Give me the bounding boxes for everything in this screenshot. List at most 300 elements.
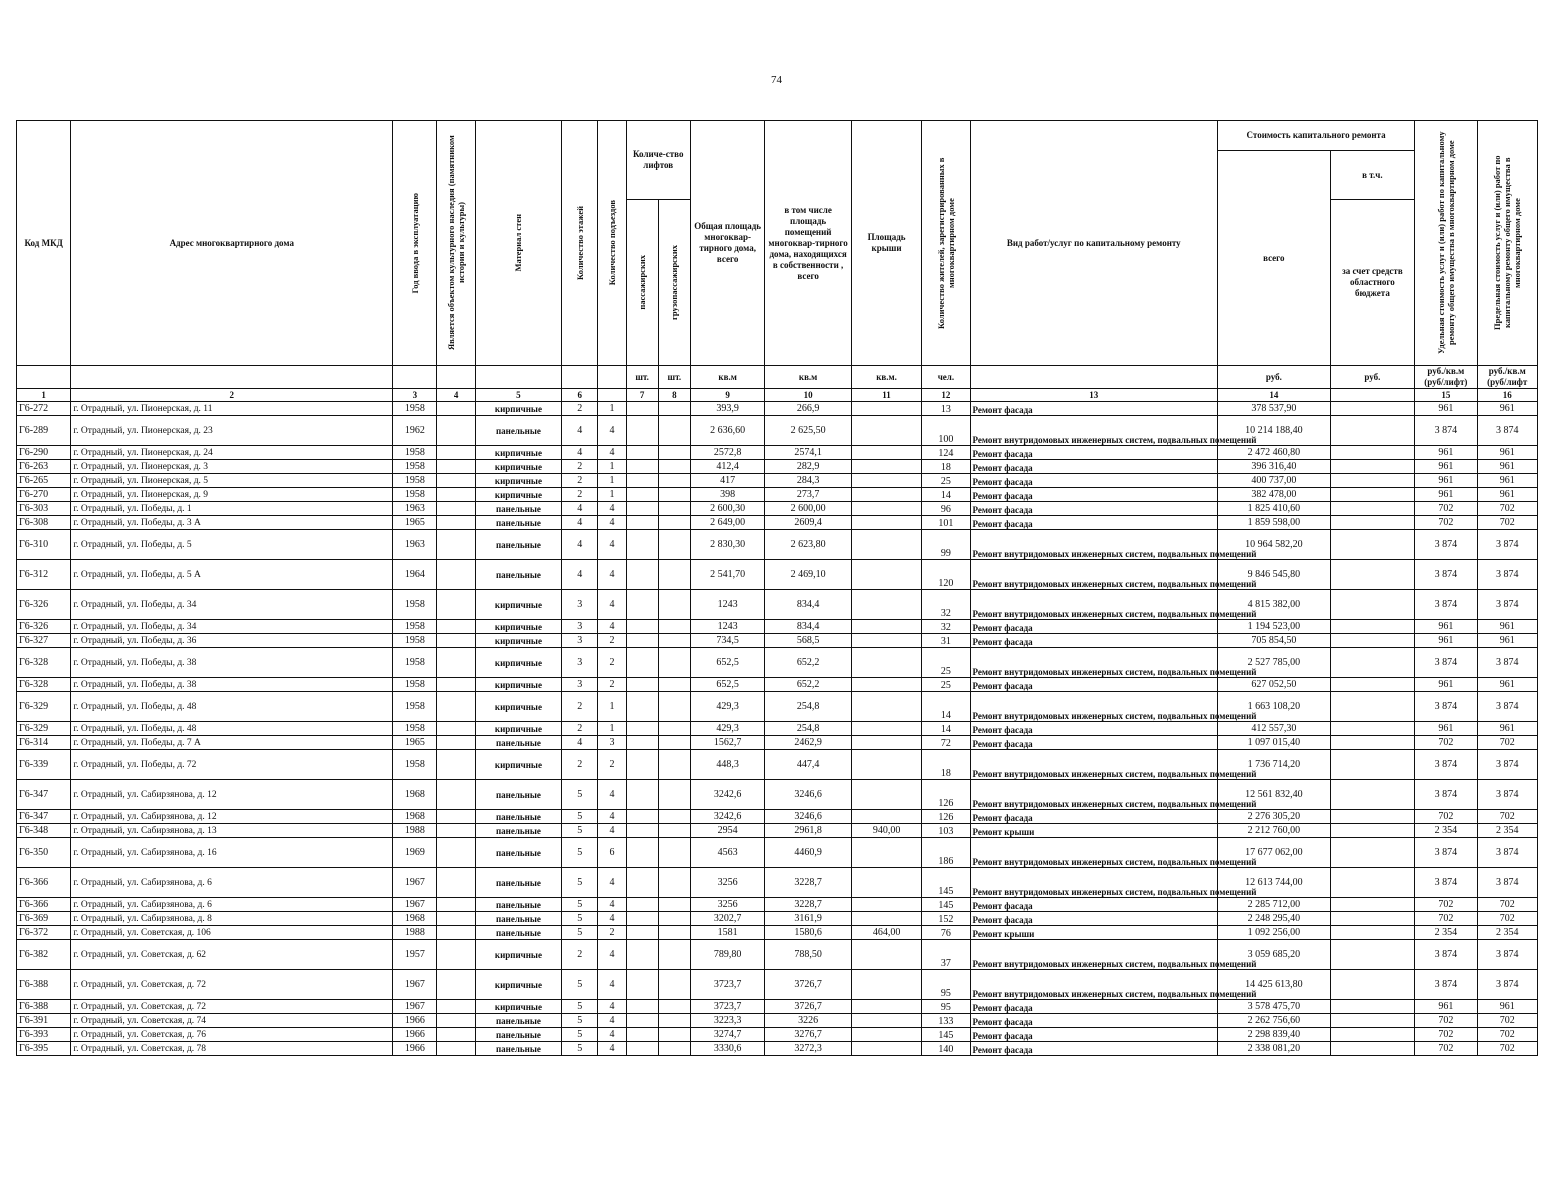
cell-year: 1963 <box>393 530 437 560</box>
cell-year: 1967 <box>393 898 437 912</box>
cell-work-type: Ремонт крыши <box>970 824 1217 838</box>
cell-max-cost: 961 <box>1477 678 1538 692</box>
table-row <box>17 416 1538 446</box>
cell-unit-cost: 961 <box>1415 474 1477 488</box>
cell-year: 1967 <box>393 868 437 898</box>
table-row <box>17 940 1538 970</box>
cell-floors: 3 <box>562 648 598 678</box>
cell-cost-regional <box>1330 824 1414 838</box>
cell-cost-total: 3 578 475,70 <box>1218 1000 1331 1014</box>
cell-roof-area <box>851 940 921 970</box>
cell-roof-area <box>851 868 921 898</box>
cell-roof-area <box>851 634 921 648</box>
cell-total-area: 1562,7 <box>690 736 764 750</box>
cell-total-area: 652,5 <box>690 678 764 692</box>
cell-unit-cost: 3 874 <box>1415 692 1477 722</box>
cell-unit-cost: 961 <box>1415 402 1477 416</box>
cell-year: 1968 <box>393 912 437 926</box>
cell-floors: 4 <box>562 560 598 590</box>
cell-cost-total: 4 815 382,00 <box>1218 590 1331 620</box>
cell-cost-total: 2 262 756,60 <box>1218 1014 1331 1028</box>
cell-cost-regional <box>1330 898 1414 912</box>
cell-work-type: Ремонт фасада <box>970 1014 1217 1028</box>
cell-address: г. Отрадный, ул. Пионерская, д. 23 <box>71 416 393 446</box>
cell-wall-material: кирпичные <box>475 678 562 692</box>
cell-total-area: 3242,6 <box>690 810 764 824</box>
cell-entrances: 4 <box>598 516 626 530</box>
cell-max-cost: 961 <box>1477 474 1538 488</box>
cell-entrances: 4 <box>598 416 626 446</box>
cell-heritage <box>437 824 475 838</box>
cell-floors: 5 <box>562 1014 598 1028</box>
cell-entrances: 4 <box>598 912 626 926</box>
cell-entrances: 2 <box>598 678 626 692</box>
cell-unit-cost: 961 <box>1415 460 1477 474</box>
cell-heritage <box>437 460 475 474</box>
cell-heritage <box>437 1014 475 1028</box>
cell-total-area: 429,3 <box>690 722 764 736</box>
cell-cost-regional <box>1330 620 1414 634</box>
cell-cost-total: 1 859 598,00 <box>1218 516 1331 530</box>
cell-wall-material: панельные <box>475 926 562 940</box>
cell-residents: 126 <box>922 780 970 810</box>
cell-roof-area <box>851 502 921 516</box>
cell-cost-regional <box>1330 750 1414 780</box>
column-number <box>598 389 626 402</box>
cell-heritage <box>437 474 475 488</box>
cell-max-cost: 2 354 <box>1477 824 1538 838</box>
cell-entrances: 4 <box>598 940 626 970</box>
cell-max-cost: 702 <box>1477 1028 1538 1042</box>
cell-unit-cost: 3 874 <box>1415 838 1477 868</box>
table-row <box>17 1014 1538 1028</box>
cell-residents: 133 <box>922 1014 970 1028</box>
column-number: 2 <box>71 389 393 402</box>
cell-total-area: 789,80 <box>690 940 764 970</box>
cell-work-type: Ремонт фасада <box>970 1000 1217 1014</box>
cell-roof-area <box>851 560 921 590</box>
cell-code: Г6-290 <box>17 446 71 460</box>
cell-cost-total: 2 338 081,20 <box>1218 1042 1331 1056</box>
cell-cost-total: 382 478,00 <box>1218 488 1331 502</box>
cell-residents: 145 <box>922 1028 970 1042</box>
cell-floors: 3 <box>562 678 598 692</box>
cell-residents: 18 <box>922 750 970 780</box>
cell-owned-area: 273,7 <box>765 488 852 502</box>
cell-total-area: 3242,6 <box>690 780 764 810</box>
cell-residents: 72 <box>922 736 970 750</box>
cell-residents: 95 <box>922 970 970 1000</box>
cell-roof-area <box>851 488 921 502</box>
cell-year: 1965 <box>393 516 437 530</box>
cell-code: Г6-329 <box>17 722 71 736</box>
cell-lifts-freight <box>658 648 690 678</box>
unit-rate: руб./кв.м (руб/лифт) <box>1415 366 1477 389</box>
cell-residents: 37 <box>922 940 970 970</box>
column-number: 4 <box>437 389 475 402</box>
cell-entrances: 4 <box>598 1042 626 1056</box>
cell-owned-area: 3226 <box>765 1014 852 1028</box>
cell-total-area: 2 830,30 <box>690 530 764 560</box>
cell-total-area: 2 636,60 <box>690 416 764 446</box>
cell-wall-material: панельные <box>475 824 562 838</box>
cell-work-type: Ремонт фасада <box>970 1028 1217 1042</box>
cell-code: Г6-326 <box>17 590 71 620</box>
cell-roof-area <box>851 474 921 488</box>
cell-year: 1968 <box>393 810 437 824</box>
cell-work-type: Ремонт фасада <box>970 912 1217 926</box>
cell-residents: 31 <box>922 634 970 648</box>
cell-lifts-passenger <box>626 824 658 838</box>
cell-floors: 5 <box>562 868 598 898</box>
cell-work-type: Ремонт внутридомовых инженерных систем, подвальных помещений <box>970 940 1217 970</box>
cell-owned-area: 2 625,50 <box>765 416 852 446</box>
cell-address: г. Отрадный, ул. Советская, д. 72 <box>71 970 393 1000</box>
table-row <box>17 1028 1538 1042</box>
cell-entrances: 4 <box>598 1028 626 1042</box>
cell-lifts-freight <box>658 750 690 780</box>
cell-lifts-passenger <box>626 560 658 590</box>
cell-lifts-passenger <box>626 926 658 940</box>
cell-address: г. Отрадный, ул. Победы, д. 48 <box>71 692 393 722</box>
cell-owned-area: 282,9 <box>765 460 852 474</box>
cell-code: Г6-350 <box>17 838 71 868</box>
cell-owned-area: 2609,4 <box>765 516 852 530</box>
cell-heritage <box>437 1000 475 1014</box>
cell-work-type: Ремонт фасада <box>970 460 1217 474</box>
page-number: 74 <box>771 74 782 86</box>
cell-residents: 96 <box>922 502 970 516</box>
cell-cost-total: 400 737,00 <box>1218 474 1331 488</box>
cell-cost-regional <box>1330 446 1414 460</box>
cell-code: Г6-366 <box>17 898 71 912</box>
cell-floors: 5 <box>562 824 598 838</box>
cell-wall-material: панельные <box>475 560 562 590</box>
cell-wall-material: кирпичные <box>475 446 562 460</box>
cell-address: г. Отрадный, ул. Победы, д. 34 <box>71 620 393 634</box>
cell-cost-regional <box>1330 838 1414 868</box>
cell-wall-material: кирпичные <box>475 692 562 722</box>
cell-roof-area <box>851 912 921 926</box>
cell-unit-cost: 961 <box>1415 722 1477 736</box>
cell-year: 1958 <box>393 402 437 416</box>
cell-owned-area: 3161,9 <box>765 912 852 926</box>
cell-floors: 5 <box>562 926 598 940</box>
cell-cost-total: 1 194 523,00 <box>1218 620 1331 634</box>
cell-floors: 5 <box>562 898 598 912</box>
cell-wall-material: панельные <box>475 1014 562 1028</box>
cell-work-type: Ремонт фасада <box>970 898 1217 912</box>
cell-max-cost: 702 <box>1477 898 1538 912</box>
cell-unit-cost: 3 874 <box>1415 648 1477 678</box>
cell-entrances: 1 <box>598 460 626 474</box>
cell-heritage <box>437 416 475 446</box>
cell-max-cost: 3 874 <box>1477 780 1538 810</box>
cell-owned-area: 4460,9 <box>765 838 852 868</box>
column-numbers-row <box>17 389 1538 402</box>
cell-address: г. Отрадный, ул. Победы, д. 38 <box>71 648 393 678</box>
cell-heritage <box>437 502 475 516</box>
unit-people: чел. <box>922 366 970 389</box>
table-row <box>17 722 1538 736</box>
cell-max-cost: 2 354 <box>1477 926 1538 940</box>
cell-floors: 5 <box>562 1028 598 1042</box>
cell-cost-regional <box>1330 940 1414 970</box>
cell-wall-material: панельные <box>475 1028 562 1042</box>
cell-year: 1958 <box>393 460 437 474</box>
cell-work-type: Ремонт внутридомовых инженерных систем, подвальных помещений <box>970 648 1217 678</box>
cell-cost-total: 10 214 188,40 <box>1218 416 1331 446</box>
cell-roof-area <box>851 810 921 824</box>
column-number: 16 <box>1477 389 1538 402</box>
cell-year: 1969 <box>393 838 437 868</box>
cell-owned-area: 2 469,10 <box>765 560 852 590</box>
cell-residents: 100 <box>922 416 970 446</box>
cell-work-type: Ремонт фасада <box>970 810 1217 824</box>
cell-year: 1957 <box>393 940 437 970</box>
cell-lifts-passenger <box>626 620 658 634</box>
cell-wall-material: панельные <box>475 838 562 868</box>
cell-owned-area: 2574,1 <box>765 446 852 460</box>
cell-address: г. Отрадный, ул. Сабирзянова, д. 12 <box>71 780 393 810</box>
cell-max-cost: 702 <box>1477 810 1538 824</box>
cell-lifts-freight <box>658 620 690 634</box>
cell-code: Г6-347 <box>17 810 71 824</box>
cell-cost-regional <box>1330 474 1414 488</box>
cell-owned-area: 3276,7 <box>765 1028 852 1042</box>
header-floors: Количество этажей <box>562 121 598 366</box>
header-work-type: Вид работ/услуг по капитальному ремонту <box>970 121 1217 366</box>
cell-entrances: 3 <box>598 736 626 750</box>
cell-owned-area: 834,4 <box>765 590 852 620</box>
cell-entrances: 6 <box>598 838 626 868</box>
cell-wall-material: кирпичные <box>475 722 562 736</box>
cell-cost-regional <box>1330 780 1414 810</box>
cell-cost-total: 3 059 685,20 <box>1218 940 1331 970</box>
cell-year: 1965 <box>393 736 437 750</box>
cell-year: 1958 <box>393 446 437 460</box>
unit-sqm: кв.м. <box>851 366 921 389</box>
cell-unit-cost: 702 <box>1415 502 1477 516</box>
cell-code: Г6-327 <box>17 634 71 648</box>
cell-floors: 2 <box>562 692 598 722</box>
cell-owned-area: 254,8 <box>765 692 852 722</box>
cell-cost-total: 2 212 760,00 <box>1218 824 1331 838</box>
cell-lifts-freight <box>658 898 690 912</box>
cell-lifts-passenger <box>626 838 658 868</box>
cell-roof-area <box>851 1028 921 1042</box>
cell-residents: 25 <box>922 678 970 692</box>
cell-max-cost: 702 <box>1477 502 1538 516</box>
cell-address: г. Отрадный, ул. Пионерская, д. 24 <box>71 446 393 460</box>
table-row <box>17 460 1538 474</box>
cell-cost-regional <box>1330 970 1414 1000</box>
header-unit-cost: Удельная стоимость услуг и (или) работ по капитальному ремонту общего имущества в многоквартирном доме <box>1415 121 1477 366</box>
cell-roof-area <box>851 446 921 460</box>
cell-work-type: Ремонт фасада <box>970 736 1217 750</box>
cell-lifts-passenger <box>626 1014 658 1028</box>
cell-roof-area <box>851 648 921 678</box>
cell-residents: 18 <box>922 460 970 474</box>
cell-unit-cost: 3 874 <box>1415 750 1477 780</box>
cell-max-cost: 3 874 <box>1477 416 1538 446</box>
cell-year: 1988 <box>393 926 437 940</box>
cell-floors: 5 <box>562 912 598 926</box>
cell-year: 1967 <box>393 970 437 1000</box>
header-cost-group: Стоимость капитального ремонта <box>1218 121 1415 151</box>
cell-residents: 14 <box>922 722 970 736</box>
cell-cost-regional <box>1330 488 1414 502</box>
cell-unit-cost: 2 354 <box>1415 824 1477 838</box>
cell-floors: 2 <box>562 488 598 502</box>
cell-total-area: 3723,7 <box>690 1000 764 1014</box>
cell-cost-regional <box>1330 722 1414 736</box>
table-row <box>17 1042 1538 1056</box>
cell-owned-area: 447,4 <box>765 750 852 780</box>
cell-lifts-passenger <box>626 516 658 530</box>
cell-wall-material: кирпичные <box>475 750 562 780</box>
cell-lifts-freight <box>658 1042 690 1056</box>
cell-wall-material: кирпичные <box>475 634 562 648</box>
cell-heritage <box>437 446 475 460</box>
cell-address: г. Отрадный, ул. Советская, д. 76 <box>71 1028 393 1042</box>
table-row <box>17 750 1538 780</box>
header-address: Адрес многоквартирного дома <box>71 121 393 366</box>
cell-year: 1958 <box>393 474 437 488</box>
column-number: 11 <box>851 389 921 402</box>
cell-max-cost: 961 <box>1477 1000 1538 1014</box>
cell-heritage <box>437 620 475 634</box>
cell-cost-total: 9 846 545,80 <box>1218 560 1331 590</box>
cell-total-area: 412,4 <box>690 460 764 474</box>
cell-work-type: Ремонт фасада <box>970 634 1217 648</box>
cell-year: 1958 <box>393 648 437 678</box>
cell-cost-regional <box>1330 736 1414 750</box>
cell-owned-area: 834,4 <box>765 620 852 634</box>
cell-cost-regional <box>1330 926 1414 940</box>
cell-lifts-freight <box>658 1000 690 1014</box>
cell-cost-regional <box>1330 1028 1414 1042</box>
cell-heritage <box>437 722 475 736</box>
cell-owned-area: 3272,3 <box>765 1042 852 1056</box>
cell-wall-material: кирпичные <box>475 970 562 1000</box>
cell-heritage <box>437 970 475 1000</box>
cell-year: 1958 <box>393 678 437 692</box>
cell-code: Г6-366 <box>17 868 71 898</box>
cell-floors: 3 <box>562 620 598 634</box>
cell-total-area: 3256 <box>690 898 764 912</box>
cell-roof-area: 940,00 <box>851 824 921 838</box>
capital-repair-table <box>16 120 1538 1056</box>
cell-floors: 4 <box>562 736 598 750</box>
cell-address: г. Отрадный, ул. Победы, д. 36 <box>71 634 393 648</box>
cell-residents: 25 <box>922 474 970 488</box>
cell-floors: 4 <box>562 416 598 446</box>
cell-entrances: 1 <box>598 692 626 722</box>
unit-rate: руб./кв.м (руб/лифт <box>1477 366 1538 389</box>
cell-year: 1958 <box>393 692 437 722</box>
cell-code: Г6-310 <box>17 530 71 560</box>
cell-work-type: Ремонт фасада <box>970 502 1217 516</box>
cell-code: Г6-314 <box>17 736 71 750</box>
cell-residents: 152 <box>922 912 970 926</box>
cell-roof-area <box>851 402 921 416</box>
cell-wall-material: панельные <box>475 810 562 824</box>
cell-entrances: 1 <box>598 722 626 736</box>
cell-lifts-passenger <box>626 460 658 474</box>
cell-address: г. Отрадный, ул. Пионерская, д. 5 <box>71 474 393 488</box>
cell-heritage <box>437 516 475 530</box>
cell-lifts-freight <box>658 416 690 446</box>
cell-owned-area: 3246,6 <box>765 810 852 824</box>
cell-max-cost: 961 <box>1477 402 1538 416</box>
cell-code: Г6-388 <box>17 970 71 1000</box>
cell-year: 1963 <box>393 502 437 516</box>
table-row <box>17 810 1538 824</box>
cell-wall-material: панельные <box>475 736 562 750</box>
cell-heritage <box>437 692 475 722</box>
cell-cost-regional <box>1330 678 1414 692</box>
cell-work-type: Ремонт внутридомовых инженерных систем, подвальных помещений <box>970 416 1217 446</box>
cell-max-cost: 702 <box>1477 912 1538 926</box>
cell-entrances: 4 <box>598 898 626 912</box>
cell-roof-area: 464,00 <box>851 926 921 940</box>
cell-residents: 140 <box>922 1042 970 1056</box>
cell-cost-regional <box>1330 692 1414 722</box>
cell-address: г. Отрадный, ул. Сабирзянова, д. 8 <box>71 912 393 926</box>
cell-total-area: 3274,7 <box>690 1028 764 1042</box>
cell-work-type: Ремонт фасада <box>970 446 1217 460</box>
cell-unit-cost: 3 874 <box>1415 416 1477 446</box>
cell-total-area: 652,5 <box>690 648 764 678</box>
table-row <box>17 736 1538 750</box>
cell-unit-cost: 961 <box>1415 678 1477 692</box>
cell-year: 1958 <box>393 722 437 736</box>
table-row <box>17 1000 1538 1014</box>
cell-heritage <box>437 530 475 560</box>
cell-max-cost: 702 <box>1477 516 1538 530</box>
cell-total-area: 2572,8 <box>690 446 764 460</box>
cell-cost-total: 17 677 062,00 <box>1218 838 1331 868</box>
cell-roof-area <box>851 678 921 692</box>
cell-wall-material: кирпичные <box>475 460 562 474</box>
table-row <box>17 516 1538 530</box>
cell-work-type: Ремонт фасада <box>970 722 1217 736</box>
cell-residents: 76 <box>922 926 970 940</box>
cell-lifts-freight <box>658 1028 690 1042</box>
cell-cost-regional <box>1330 634 1414 648</box>
cell-code: Г6-372 <box>17 926 71 940</box>
cell-year: 1958 <box>393 488 437 502</box>
cell-lifts-passenger <box>626 678 658 692</box>
cell-code: Г6-393 <box>17 1028 71 1042</box>
cell-wall-material: панельные <box>475 868 562 898</box>
cell-cost-total: 627 052,50 <box>1218 678 1331 692</box>
header-code: Код МКД <box>17 121 71 366</box>
cell-owned-area: 1580,6 <box>765 926 852 940</box>
table-row <box>17 898 1538 912</box>
cell-owned-area: 3246,6 <box>765 780 852 810</box>
table-row <box>17 970 1538 1000</box>
cell-unit-cost: 2 354 <box>1415 926 1477 940</box>
cell-owned-area: 652,2 <box>765 678 852 692</box>
cell-residents: 14 <box>922 488 970 502</box>
cell-entrances: 4 <box>598 780 626 810</box>
cell-lifts-freight <box>658 810 690 824</box>
cell-year: 1964 <box>393 560 437 590</box>
cell-roof-area <box>851 970 921 1000</box>
cell-roof-area <box>851 736 921 750</box>
